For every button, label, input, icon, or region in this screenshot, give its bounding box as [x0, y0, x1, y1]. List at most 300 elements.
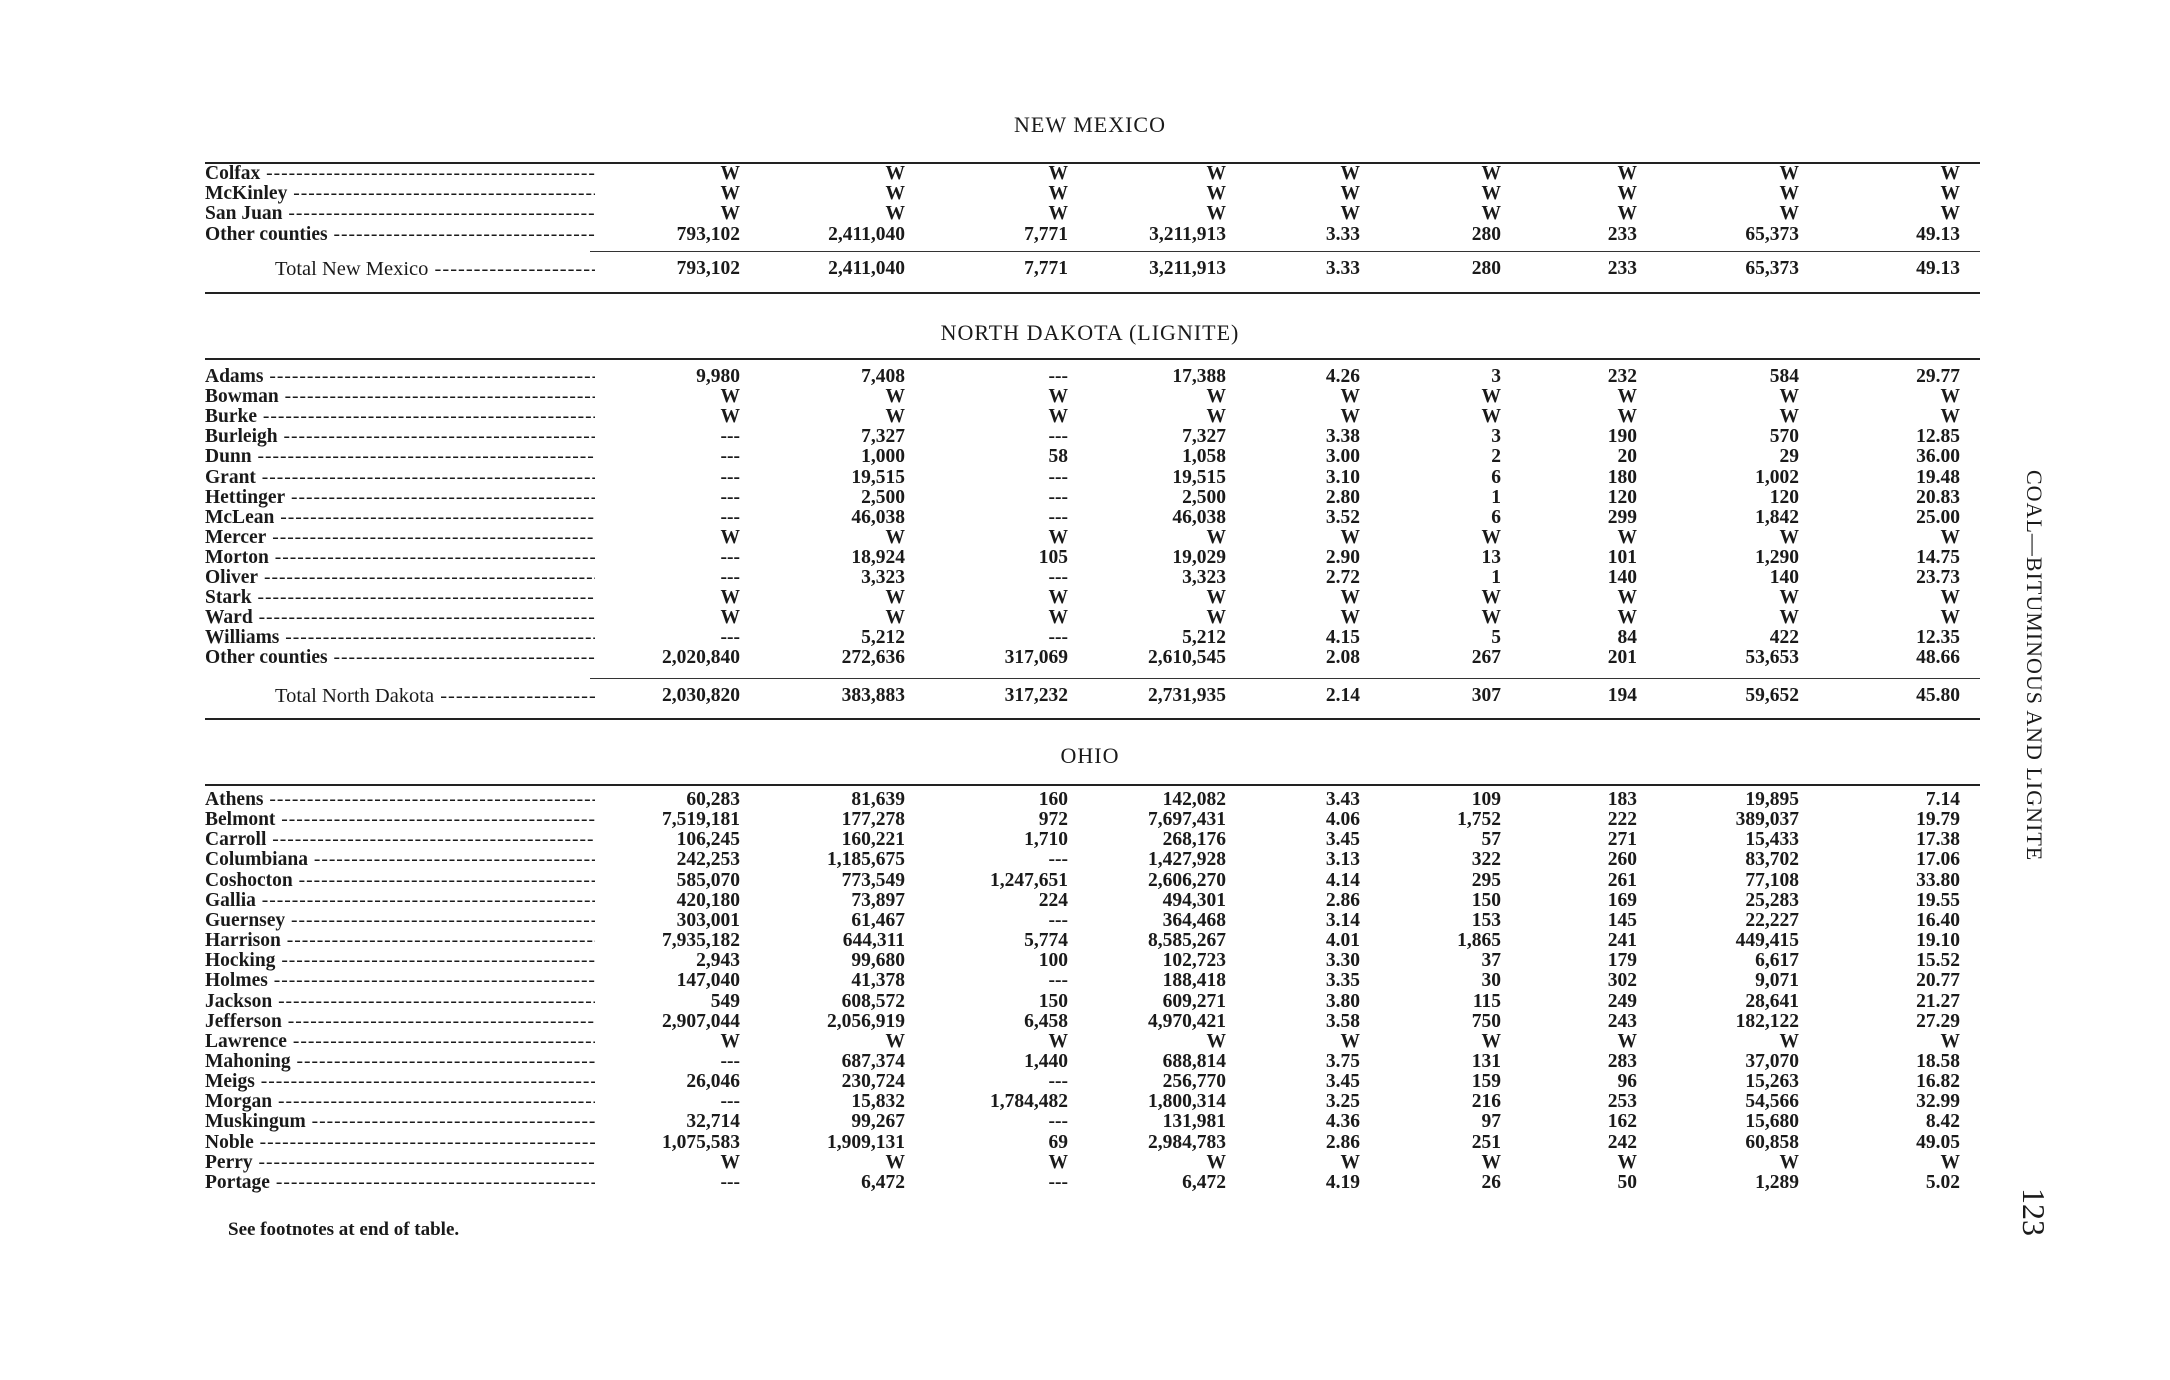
cell-col-5: 4.36 [1325, 1111, 1360, 1133]
cell-col-2: 18,924 [851, 546, 905, 568]
cell-col-1: --- [720, 1050, 740, 1072]
cell-col-1: 32,714 [686, 1111, 740, 1133]
cell-col-7: 50 [1617, 1171, 1637, 1193]
row-label: Total North Dakota ----- [275, 686, 595, 706]
cell-col-7: 169 [1607, 889, 1637, 911]
cell-col-3: --- [1048, 366, 1068, 387]
cell-col-6: 750 [1471, 1010, 1501, 1032]
cell-col-9: 36.00 [1916, 446, 1960, 468]
cell-col-1: W [720, 526, 740, 548]
cell-col-6: 1,865 [1457, 930, 1501, 952]
row-label: Ward ----- [205, 608, 595, 628]
cell-col-3: --- [1048, 567, 1068, 588]
cell-col-6: W [1481, 183, 1501, 205]
cell-col-7: W [1617, 587, 1637, 609]
cell-col-6: 3 [1491, 366, 1501, 387]
cell-col-1: W [720, 1151, 740, 1173]
row-label: Meigs ----- [205, 1072, 595, 1092]
cell-col-8: W [1779, 183, 1799, 205]
cell-col-6: 3 [1491, 426, 1501, 448]
table-row [205, 810, 1995, 830]
cell-col-3: --- [1048, 506, 1068, 528]
cell-col-8: 1,002 [1755, 466, 1799, 488]
cell-col-6: W [1481, 607, 1501, 629]
cell-col-5: 3.14 [1325, 909, 1360, 931]
cell-col-4: W [1206, 526, 1226, 548]
cell-col-4: 7,697,431 [1148, 809, 1226, 831]
cell-col-8: 1,289 [1755, 1171, 1799, 1193]
cell-col-2: 773,549 [841, 869, 905, 891]
cell-col-1: 2,020,840 [662, 647, 740, 669]
cell-col-5: 2.72 [1325, 567, 1360, 588]
cell-col-1: 793,102 [676, 223, 740, 245]
cell-col-7: W [1617, 526, 1637, 548]
cell-col-8: 9,071 [1755, 970, 1799, 992]
cell-col-1: --- [720, 627, 740, 649]
row-label: Noble ----- [205, 1133, 595, 1153]
cell-col-9: W [1940, 1030, 1960, 1052]
cell-col-7: W [1617, 203, 1637, 225]
cell-col-4: 609,271 [1162, 990, 1226, 1012]
cell-col-2: 81,639 [851, 789, 905, 810]
cell-col-6: 97 [1481, 1111, 1501, 1133]
cell-col-8: 182,122 [1735, 1010, 1799, 1032]
cell-col-9: 33.80 [1916, 869, 1960, 891]
cell-col-2: 644,311 [842, 930, 905, 952]
cell-col-7: 162 [1607, 1111, 1637, 1133]
cell-col-1: --- [720, 486, 740, 508]
cell-col-9: 8.42 [1925, 1111, 1960, 1133]
cell-col-1: 9,980 [696, 366, 740, 387]
section-title-new-mexico: NEW MEXICO [1014, 112, 1166, 137]
cell-col-7: W [1617, 406, 1637, 428]
row-label: Mahoning ----- [205, 1052, 595, 1072]
cell-col-4: W [1206, 163, 1226, 184]
cell-col-3: --- [1048, 486, 1068, 508]
cell-col-1: --- [720, 567, 740, 588]
cell-col-9: 18.58 [1916, 1050, 1960, 1072]
cell-col-8: 15,263 [1745, 1071, 1799, 1093]
total-row [205, 686, 1995, 706]
cell-col-9: W [1940, 406, 1960, 428]
row-label: McLean ----- [205, 508, 595, 528]
cell-col-6: 159 [1471, 1071, 1501, 1093]
cell-col-7: 194 [1607, 685, 1637, 706]
row-label: Perry ----- [205, 1153, 595, 1173]
cell-col-1: 7,519,181 [662, 809, 740, 831]
cell-col-5: 2.90 [1325, 546, 1360, 568]
row-label: Mercer ----- [205, 528, 595, 548]
cell-col-2: 2,056,919 [827, 1010, 905, 1032]
cell-col-6: W [1481, 163, 1501, 184]
table-row [205, 548, 1995, 568]
table-row [205, 1052, 1995, 1072]
cell-col-7: 249 [1607, 990, 1637, 1012]
cell-col-4: 3,211,913 [1149, 223, 1226, 245]
cell-col-6: 280 [1471, 223, 1501, 245]
cell-col-1: 420,180 [676, 889, 740, 911]
cell-col-5: 3.80 [1325, 990, 1360, 1012]
row-label: Colfax ----- [205, 164, 595, 184]
cell-col-7: 96 [1617, 1071, 1637, 1093]
cell-col-8: W [1779, 1151, 1799, 1173]
cell-col-4: 1,800,314 [1148, 1091, 1226, 1113]
cell-col-1: 1,075,583 [662, 1131, 740, 1153]
row-label: Harrison ----- [205, 931, 595, 951]
cell-col-9: 7.14 [1925, 789, 1960, 810]
cell-col-8: W [1779, 203, 1799, 225]
cell-col-8: W [1779, 526, 1799, 548]
cell-col-8: 54,566 [1745, 1091, 1799, 1113]
cell-col-3: W [1048, 406, 1068, 428]
row-label: Adams ----- [205, 367, 595, 387]
cell-col-5: W [1340, 386, 1360, 408]
cell-col-3: 7,771 [1024, 258, 1068, 279]
section-top-rule [205, 784, 1980, 786]
cell-col-9: 20.77 [1916, 970, 1960, 992]
cell-col-8: 83,702 [1745, 849, 1799, 871]
cell-col-3: --- [1048, 426, 1068, 448]
cell-col-1: W [720, 406, 740, 428]
cell-col-5: W [1340, 183, 1360, 205]
cell-col-8: 53,653 [1745, 647, 1799, 669]
cell-col-2: W [885, 386, 905, 408]
cell-col-6: 295 [1471, 869, 1501, 891]
row-label: San Juan ----- [205, 204, 595, 224]
cell-col-9: 21.27 [1916, 990, 1960, 1012]
cell-col-5: 3.38 [1325, 426, 1360, 448]
cell-col-6: W [1481, 406, 1501, 428]
cell-col-4: 46,038 [1172, 506, 1226, 528]
cell-col-7: 253 [1607, 1091, 1637, 1113]
row-label: Other counties ----- [205, 648, 595, 668]
cell-col-3: 317,232 [1004, 685, 1068, 706]
cell-col-8: 59,652 [1745, 685, 1799, 706]
footnote-reference: See footnotes at end of table. [228, 1219, 460, 1240]
cell-col-1: W [720, 183, 740, 205]
row-label: Grant ----- [205, 468, 595, 488]
cell-col-5: 3.35 [1325, 970, 1360, 992]
cell-col-8: W [1779, 163, 1799, 184]
cell-col-3: W [1048, 607, 1068, 629]
row-label: Stark ----- [205, 588, 595, 608]
cell-col-2: 19,515 [851, 466, 905, 488]
cell-col-8: 65,373 [1745, 258, 1799, 279]
cell-col-2: W [885, 406, 905, 428]
table-row [205, 628, 1995, 648]
table-row [205, 891, 1995, 911]
cell-col-6: 6 [1491, 466, 1501, 488]
table-row [205, 1012, 1995, 1032]
table-row [205, 790, 1995, 810]
cell-col-6: 131 [1471, 1050, 1501, 1072]
cell-col-7: 261 [1607, 869, 1637, 891]
cell-col-8: 15,433 [1745, 829, 1799, 851]
cell-col-6: 5 [1491, 627, 1501, 649]
cell-col-6: W [1481, 386, 1501, 408]
cell-col-7: 233 [1607, 223, 1637, 245]
cell-col-1: --- [720, 426, 740, 448]
table-row [205, 225, 1995, 245]
row-label: Columbiana ----- [205, 850, 595, 870]
cell-col-9: W [1940, 1151, 1960, 1173]
cell-col-1: 585,070 [676, 869, 740, 891]
cell-col-8: 37,070 [1745, 1050, 1799, 1072]
row-label: Oliver ----- [205, 568, 595, 588]
cell-col-2: W [885, 163, 905, 184]
cell-col-2: 1,909,131 [827, 1131, 905, 1153]
cell-col-3: 150 [1038, 990, 1068, 1012]
cell-col-5: 3.52 [1325, 506, 1360, 528]
cell-col-2: 177,278 [841, 809, 905, 831]
cell-col-5: 3.10 [1325, 466, 1360, 488]
cell-col-5: W [1340, 587, 1360, 609]
cell-col-7: 101 [1607, 546, 1637, 568]
cell-col-6: W [1481, 1151, 1501, 1173]
cell-col-6: 2 [1491, 446, 1501, 468]
cell-col-3: 160 [1038, 789, 1068, 810]
row-label: McKinley ----- [205, 184, 595, 204]
row-label: Williams ----- [205, 628, 595, 648]
cell-col-6: 6 [1491, 506, 1501, 528]
cell-col-9: 16.82 [1916, 1071, 1960, 1093]
cell-col-8: W [1779, 386, 1799, 408]
cell-col-5: 4.06 [1325, 809, 1360, 831]
row-label: Hocking ----- [205, 951, 595, 971]
cell-col-5: W [1340, 1151, 1360, 1173]
cell-col-4: 364,468 [1162, 909, 1226, 931]
cell-col-7: W [1617, 1030, 1637, 1052]
cell-col-7: W [1617, 1151, 1637, 1173]
table-row [205, 1153, 1995, 1173]
cell-col-9: 19.79 [1916, 809, 1960, 831]
cell-col-7: 283 [1607, 1050, 1637, 1072]
cell-col-5: 2.08 [1325, 647, 1360, 669]
cell-col-2: W [885, 1151, 905, 1173]
row-label: Burke ----- [205, 407, 595, 427]
cell-col-9: 19.55 [1916, 889, 1960, 911]
cell-col-3: --- [1048, 1171, 1068, 1193]
cell-col-6: 322 [1471, 849, 1501, 871]
table-row [205, 1173, 1995, 1193]
table-row [205, 164, 1995, 184]
table-row [205, 1112, 1995, 1132]
cell-col-9: W [1940, 526, 1960, 548]
cell-col-2: 1,185,675 [827, 849, 905, 871]
cell-col-6: W [1481, 587, 1501, 609]
cell-col-8: 422 [1769, 627, 1799, 649]
cell-col-8: W [1779, 1030, 1799, 1052]
cell-col-6: 13 [1481, 546, 1501, 568]
cell-col-6: 1 [1491, 567, 1501, 588]
cell-col-2: 1,000 [861, 446, 905, 468]
cell-col-1: 2,907,044 [662, 1010, 740, 1032]
cell-col-2: 160,221 [841, 829, 905, 851]
cell-col-4: 3,211,913 [1149, 258, 1226, 279]
cell-col-7: 241 [1607, 930, 1637, 952]
cell-col-1: 549 [710, 990, 740, 1012]
cell-col-2: 46,038 [851, 506, 905, 528]
cell-col-4: 256,770 [1162, 1071, 1226, 1093]
cell-col-7: 201 [1607, 647, 1637, 669]
row-label: Guernsey ----- [205, 911, 595, 931]
cell-col-4: 3,323 [1182, 567, 1226, 588]
cell-col-2: 2,411,040 [828, 258, 905, 279]
cell-col-9: 27.29 [1916, 1010, 1960, 1032]
cell-col-2: 687,374 [841, 1050, 905, 1072]
cell-col-8: 140 [1769, 567, 1799, 588]
cell-col-4: 2,984,783 [1148, 1131, 1226, 1153]
cell-col-3: --- [1048, 849, 1068, 871]
table-row [205, 184, 1995, 204]
table-row [205, 508, 1995, 528]
cell-col-3: W [1048, 1151, 1068, 1173]
cell-col-6: 150 [1471, 889, 1501, 911]
cell-col-5: W [1340, 406, 1360, 428]
cell-col-1: W [720, 1030, 740, 1052]
table-row [205, 447, 1995, 467]
cell-col-3: W [1048, 163, 1068, 184]
cell-col-6: 1,752 [1457, 809, 1501, 831]
cell-col-8: 1,842 [1755, 506, 1799, 528]
cell-col-5: 3.58 [1325, 1010, 1360, 1032]
cell-col-9: W [1940, 203, 1960, 225]
cell-col-3: 1,440 [1024, 1050, 1068, 1072]
cell-col-9: 19.48 [1916, 466, 1960, 488]
cell-col-9: 25.00 [1916, 506, 1960, 528]
cell-col-5: W [1340, 163, 1360, 184]
cell-col-6: 115 [1472, 990, 1501, 1012]
cell-col-5: 3.00 [1325, 446, 1360, 468]
cell-col-1: --- [720, 466, 740, 488]
cell-col-5: 4.01 [1325, 930, 1360, 952]
cell-col-3: 224 [1038, 889, 1068, 911]
cell-col-2: W [885, 1030, 905, 1052]
cell-col-8: W [1779, 607, 1799, 629]
cell-col-9: 12.85 [1916, 426, 1960, 448]
row-label: Jackson ----- [205, 992, 595, 1012]
cell-col-6: 216 [1471, 1091, 1501, 1113]
cell-col-9: 15.52 [1916, 950, 1960, 972]
cell-col-1: W [720, 163, 740, 184]
row-label: Coshocton ----- [205, 871, 595, 891]
cell-col-1: 26,046 [686, 1071, 740, 1093]
cell-col-7: 260 [1607, 849, 1637, 871]
cell-col-3: 105 [1038, 546, 1068, 568]
cell-col-4: 1,058 [1182, 446, 1226, 468]
cell-col-2: W [885, 607, 905, 629]
cell-col-9: 12.35 [1916, 627, 1960, 649]
row-label: Gallia ----- [205, 891, 595, 911]
cell-col-6: 57 [1481, 829, 1501, 851]
cell-col-2: 41,378 [851, 970, 905, 992]
cell-col-9: 29.77 [1916, 366, 1960, 387]
cell-col-1: 7,935,182 [662, 930, 740, 952]
cell-col-3: W [1048, 386, 1068, 408]
cell-col-5: 2.80 [1325, 486, 1360, 508]
cell-col-7: 232 [1607, 366, 1637, 387]
cell-col-7: 140 [1607, 567, 1637, 588]
cell-col-1: 793,102 [676, 258, 740, 279]
cell-col-7: 190 [1607, 426, 1637, 448]
cell-col-4: 19,515 [1172, 466, 1226, 488]
cell-col-1: --- [720, 1091, 740, 1113]
cell-col-3: 317,069 [1004, 647, 1068, 669]
cell-col-2: 3,323 [861, 567, 905, 588]
cell-col-5: 4.15 [1325, 627, 1360, 649]
cell-col-4: W [1206, 1151, 1226, 1173]
cell-col-6: 280 [1471, 258, 1501, 279]
row-label: Lawrence ----- [205, 1032, 595, 1052]
cell-col-1: 303,001 [676, 909, 740, 931]
cell-col-1: 242,253 [676, 849, 740, 871]
cell-col-4: 102,723 [1162, 950, 1226, 972]
cell-col-2: 61,467 [851, 909, 905, 931]
cell-col-4: W [1206, 386, 1226, 408]
cell-col-2: 73,897 [851, 889, 905, 911]
row-label: Belmont ----- [205, 810, 595, 830]
row-label: Morgan ----- [205, 1092, 595, 1112]
total-rule [590, 678, 1980, 679]
cell-col-7: 20 [1617, 446, 1637, 468]
cell-col-3: --- [1048, 1071, 1068, 1093]
cell-col-7: W [1617, 386, 1637, 408]
cell-col-7: 222 [1607, 809, 1637, 831]
cell-col-2: 272,636 [841, 647, 905, 669]
table-row [205, 830, 1995, 850]
table-row [205, 648, 1995, 668]
cell-col-8: 65,373 [1745, 223, 1799, 245]
table-row [205, 204, 1995, 224]
cell-col-4: W [1206, 203, 1226, 225]
row-label: Other counties ----- [205, 225, 595, 245]
cell-col-5: 3.43 [1325, 789, 1360, 810]
cell-col-3: 6,458 [1024, 1010, 1068, 1032]
cell-col-4: W [1206, 1030, 1226, 1052]
cell-col-5: W [1340, 203, 1360, 225]
cell-col-9: W [1940, 587, 1960, 609]
cell-col-5: 3.25 [1325, 1091, 1360, 1113]
table-row [205, 367, 1995, 387]
cell-col-8: 77,108 [1745, 869, 1799, 891]
cell-col-5: 3.45 [1325, 1071, 1360, 1093]
cell-col-9: 14.75 [1916, 546, 1960, 568]
cell-col-7: 243 [1607, 1010, 1637, 1032]
cell-col-3: 1,710 [1024, 829, 1068, 851]
cell-col-8: 570 [1769, 426, 1799, 448]
cell-col-3: 100 [1038, 950, 1068, 972]
cell-col-1: 147,040 [676, 970, 740, 992]
cell-col-1: 106,245 [676, 829, 740, 851]
cell-col-8: 6,617 [1755, 950, 1799, 972]
cell-col-2: 99,267 [851, 1111, 905, 1133]
cell-col-8: 389,037 [1735, 809, 1799, 831]
cell-col-7: 84 [1617, 627, 1637, 649]
cell-col-7: 302 [1607, 970, 1637, 992]
cell-col-9: 19.10 [1916, 930, 1960, 952]
cell-col-5: 3.30 [1325, 950, 1360, 972]
cell-col-6: W [1481, 526, 1501, 548]
row-label: Jefferson ----- [205, 1012, 595, 1032]
cell-col-2: 99,680 [851, 950, 905, 972]
cell-col-7: W [1617, 183, 1637, 205]
cell-col-8: 22,227 [1745, 909, 1799, 931]
cell-col-6: 153 [1471, 909, 1501, 931]
cell-col-5: 3.33 [1325, 223, 1360, 245]
cell-col-7: 299 [1607, 506, 1637, 528]
cell-col-3: --- [1048, 909, 1068, 931]
table-row [205, 427, 1995, 447]
